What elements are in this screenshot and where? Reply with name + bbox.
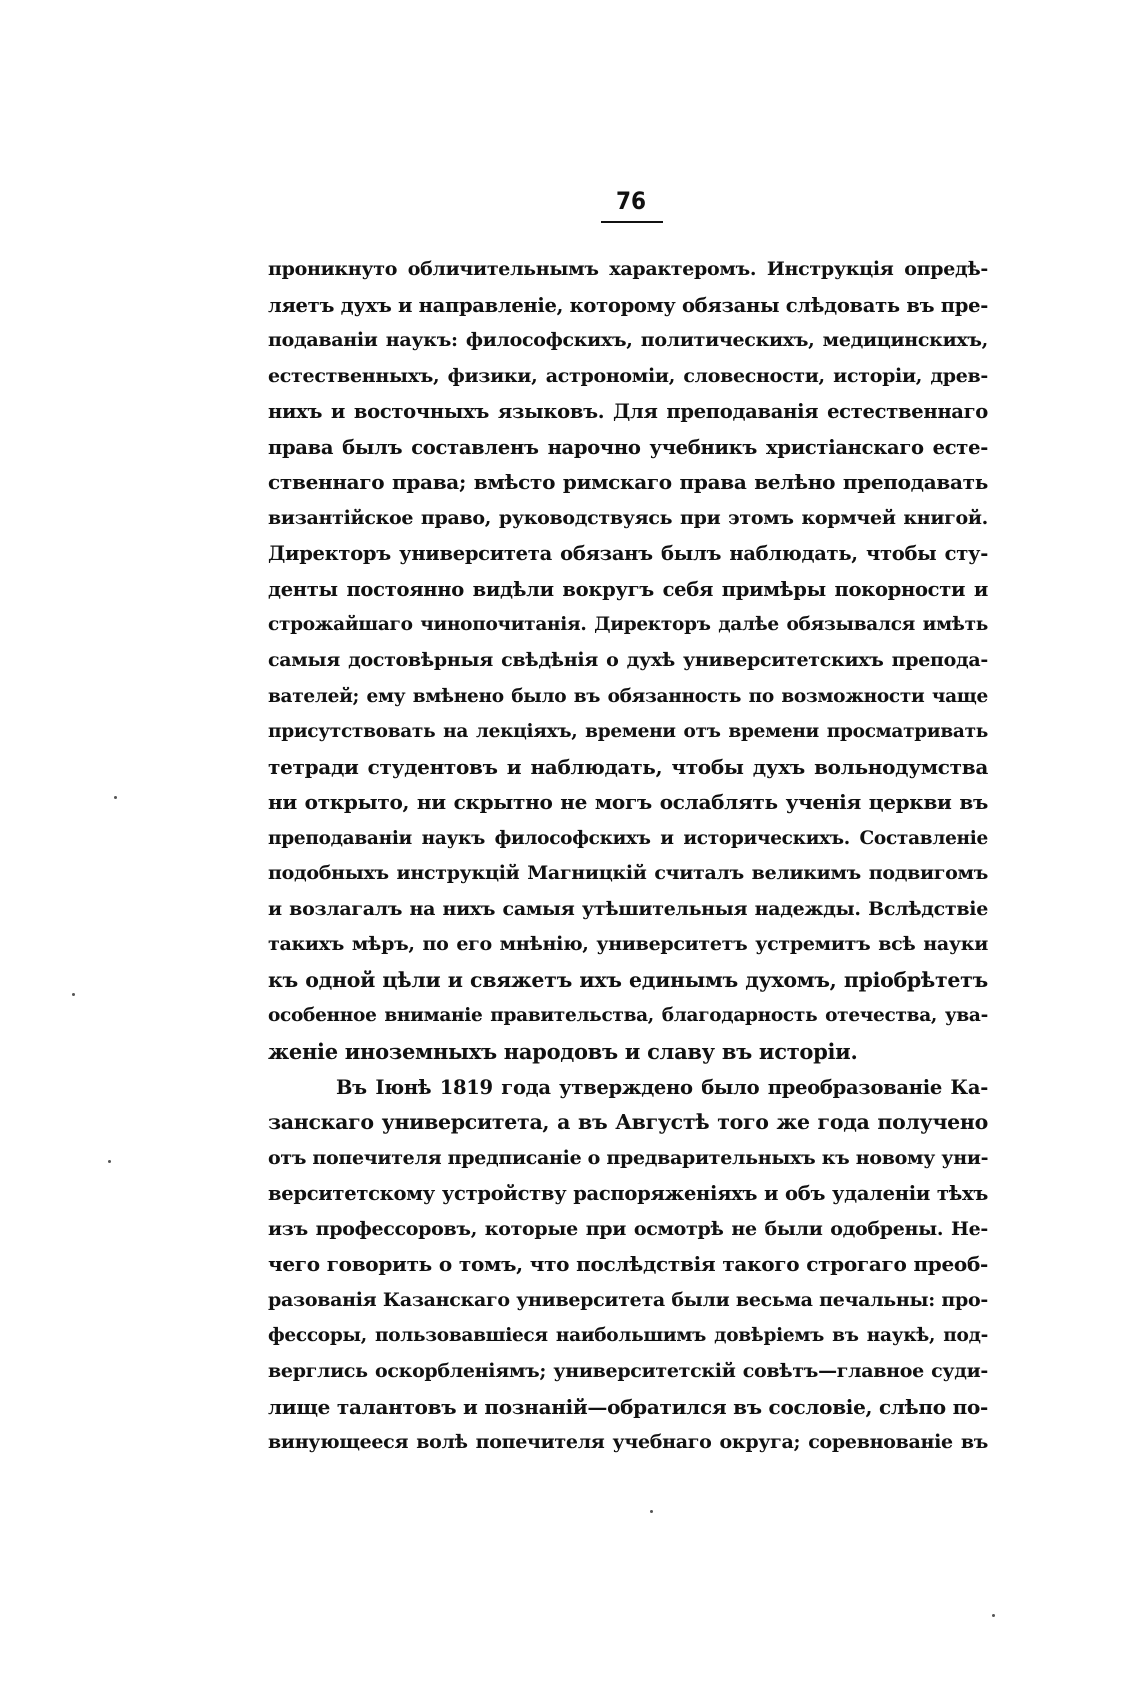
- page-number: 76: [615, 187, 647, 215]
- text-line: проникнуто обличительнымъ характеромъ. Инструкція опредѣ-: [268, 258, 988, 280]
- body-text: [268, 252, 988, 1461]
- scan-speck: [650, 1510, 653, 1513]
- text-line: строжайшаго чинопочитанія. Директоръ далѣе обязывался имѣть: [268, 614, 988, 636]
- text-line: винующееся волѣ попечителя учебнаго округа; соревнованіе въ: [268, 1431, 988, 1454]
- text-line: естественныхъ, физики, астрономіи, словесности, исторіи, древ-: [268, 364, 988, 387]
- text-line: денты постоянно видѣли вокругъ себя примѣры покорности и: [268, 577, 988, 601]
- text-line: верглись оскорбленіямъ; университетскій совѣтъ—главное суди-: [268, 1359, 988, 1382]
- text-line: особенное вниманіе правительства, благодарность отечества, ува-: [268, 1005, 988, 1027]
- text-line: права былъ составленъ нарочно учебникъ христіанскаго есте-: [268, 435, 988, 459]
- text-line: занскаго университета, а въ Августѣ того же года получено: [268, 1110, 988, 1135]
- text-line: самыя достовѣрныя свѣдѣнія о духѣ университетскихъ препода-: [268, 649, 988, 672]
- text-line: подобныхъ инструкцій Магницкій считалъ великимъ подвигомъ: [268, 862, 988, 885]
- text-line: ственнаго права; вмѣсто римскаго права велѣно преподавать: [268, 470, 988, 495]
- text-line: вателей; ему вмѣнено было въ обязанность по возможности чаще: [268, 685, 988, 707]
- paragraph-1: [268, 252, 988, 1070]
- scan-speck: [72, 993, 75, 996]
- page-number-rule: [601, 221, 663, 223]
- scan-speck: [992, 1614, 995, 1617]
- scan-speck: [114, 796, 117, 799]
- text-line: чего говорить о томъ, что послѣдствія такого строгаго преоб-: [268, 1252, 988, 1277]
- text-line: отъ попечителя предписаніе о предварительныхъ къ новому уни-: [268, 1146, 989, 1169]
- paragraph-2: [268, 1070, 988, 1461]
- text-line: преподаваніи наукъ философскихъ и историческихъ. Составленіе: [268, 827, 988, 849]
- text-line: верситетскому устройству распоряженіяхъ и объ удаленіи тѣхъ: [268, 1182, 988, 1206]
- text-line: лище талантовъ и познаній—обратился въ сословіе, слѣпо по-: [268, 1394, 988, 1419]
- text-line: разованія Казанскаго университета были весьма печальны: про-: [268, 1288, 988, 1311]
- text-line: къ одной цѣли и свяжетъ ихъ единымъ духомъ, пріобрѣтетъ: [268, 967, 988, 992]
- text-line: изъ профессоровъ, которые при осмотрѣ не были одобрены. Не-: [268, 1217, 988, 1240]
- text-line: женіе иноземныхъ народовъ и славу въ исторіи.: [268, 1039, 858, 1065]
- text-line: Директоръ университета обязанъ былъ наблюдать, чтобы сту-: [268, 542, 988, 566]
- scan-speck: [108, 1160, 111, 1163]
- text-line: нихъ и восточныхъ языковъ. Для преподаванія естественнаго: [268, 400, 988, 424]
- text-line: и возлагалъ на нихъ самыя утѣшительныя надежды. Вслѣдствіе: [268, 897, 988, 920]
- text-line: ни открыто, ни скрытно не могъ ослаблять ученія церкви въ: [268, 790, 988, 815]
- text-line: фессоры, пользовавшіеся наибольшимъ довѣріемъ въ наукѣ, под-: [268, 1325, 988, 1347]
- text-line: подаваніи наукъ: философскихъ, политическихъ, медицинскихъ,: [268, 329, 988, 352]
- text-line: ляетъ духъ и направленіе, которому обязаны слѣдовать въ пре-: [268, 293, 988, 317]
- text-line: тетради студентовъ и наблюдать, чтобы духъ вольнодумства: [268, 754, 988, 779]
- text-line: такихъ мѣръ, по его мнѣнію, университетъ устремитъ всѣ науки: [268, 933, 988, 956]
- text-line: Въ Іюнѣ 1819 года утверждено было преобразованіе Ка-: [336, 1075, 988, 1099]
- text-line: византійское право, руководствуясь при этомъ кормчей книгой.: [268, 506, 988, 529]
- text-line: присутствовать на лекціяхъ, времени отъ времени просматривать: [268, 721, 988, 743]
